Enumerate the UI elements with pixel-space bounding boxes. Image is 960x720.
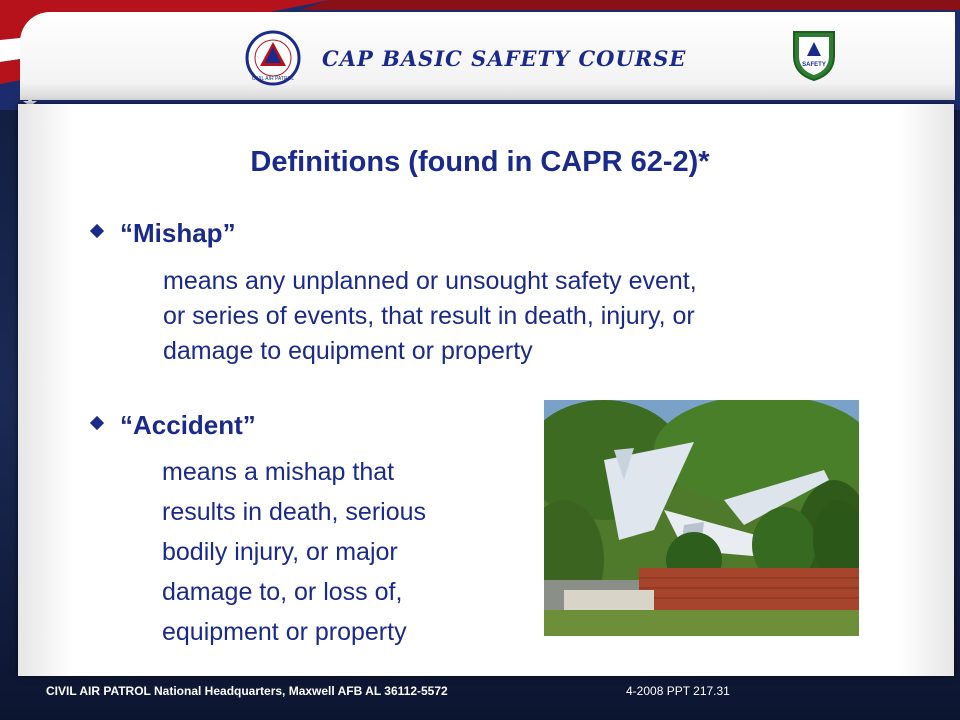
definition-line: or series of events, that result in death, injury, or [163,302,695,330]
definition-line: damage to equipment or property [163,337,533,365]
definition-line: damage to, or loss of, [162,578,403,606]
svg-text:SAFETY: SAFETY [802,62,826,68]
definition-line: means any unplanned or unsought safety event, [163,267,697,295]
term-mishap: “Mishap” [120,218,236,248]
svg-text:CIVIL AIR PATROL: CIVIL AIR PATROL [251,76,295,82]
definition-line: equipment or property [162,618,407,646]
diamond-bullet-icon [90,416,104,430]
course-title: CAP BASIC SAFETY COURSE [322,46,687,71]
definition-line: means a mishap that [162,458,395,486]
term-accident: “Accident” [120,410,256,440]
diamond-bullet-icon [90,224,104,238]
footer-organization: CIVIL AIR PATROL National Headquarters, Maxwell AFB AL 36112-5572 [46,684,448,698]
crashed-airplane-photo [544,400,859,636]
definition-accident [162,452,426,652]
definition-line: results in death, serious [162,498,427,526]
footer-document-id: 4-2008 PPT 217.31 [626,684,730,698]
safety-shield-logo [790,30,838,82]
bullet-mishap [92,218,236,249]
definition-mishap [163,264,697,369]
slide-title: Definitions (found in CAPR 62-2)* [250,146,710,178]
definition-line: bodily injury, or major [162,538,398,566]
bullet-accident [92,410,256,441]
civil-air-patrol-logo [245,30,301,86]
